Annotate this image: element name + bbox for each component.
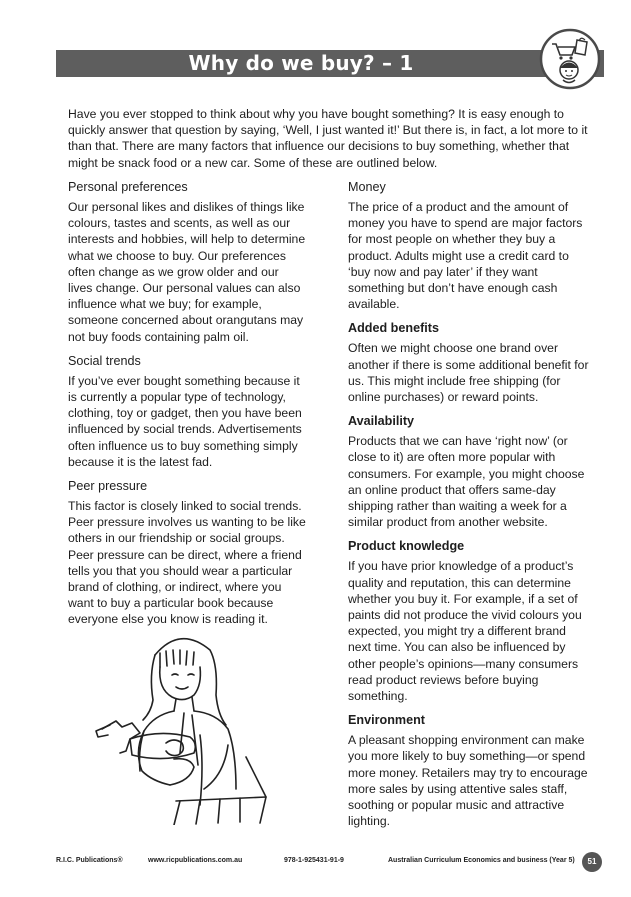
left-column	[68, 178, 306, 635]
section-environment	[348, 711, 590, 829]
section-added-benefits	[348, 319, 590, 405]
section-heading: Social trends	[68, 353, 141, 368]
footer-series: Australian Curriculum Economics and business (Year 5)	[388, 857, 575, 864]
section-text: If you have prior knowledge of a product’s quality and reputation, this can determine whether you buy it. For example, if a set of paints did not produce the vivid colours you expected, you might try a different brand next time. You can also be influenced by other people’s opinions—many consumers read product reviews before buying something.	[348, 559, 582, 704]
page-title: Why do we buy? – 1	[188, 51, 414, 75]
girl-holding-spray-bottle-illustration	[80, 625, 285, 825]
section-text: The price of a product and the amount of money you have to spend are major factors for most people on whether they buy a product. Adults might use a credit card to ‘buy now and pay later’ if they want something but don’t have enough cash available.	[348, 200, 583, 312]
section-social-trends	[68, 352, 306, 470]
section-text: If you’ve ever bought something because it is currently a popular type of technology, clothing, toy or gadget, then you have been influenced by social trends. Advertisements often influence us to buy something simply because it is the latest fad.	[68, 373, 302, 469]
section-money	[348, 178, 590, 312]
section-heading: Environment	[348, 713, 425, 728]
section-text: Our personal likes and dislikes of things like colours, tastes and scents, as well as our interests and hobbies, will help to determine what we choose to buy. Our preferences often change as we grow older and our lives change. Our personal values can also influence what we buy; for example, someone concerned about orangutans may not buy foods containing palm oil.	[68, 200, 306, 344]
section-heading: Money	[348, 180, 386, 194]
section-heading: Personal preferences	[68, 180, 188, 194]
shopping-cart-emblem-icon	[539, 28, 601, 90]
footer-website: www.ricpublications.com.au	[148, 857, 243, 864]
section-peer-pressure	[68, 477, 306, 628]
section-availability	[348, 412, 590, 530]
section-text: Often we might choose one brand over another if there is some additional benefit for us. This might include free shipping (for online purchases) or reward points.	[348, 341, 589, 405]
section-heading: Peer pressure	[68, 479, 148, 494]
section-heading: Product knowledge	[348, 539, 465, 554]
section-product-knowledge	[348, 537, 590, 704]
section-text: Products that we can have ‘right now’ (or close to it) are often more popular with consumers. For example, you might choose an online product that offers same-day shipping rather than waiting a week for a similar product from another website.	[348, 434, 585, 530]
section-heading: Availability	[348, 414, 415, 429]
intro-paragraph: Have you ever stopped to think about why you have bought something? It is easy enough to quickly answer that question by saying, ‘Well, I just wanted it!’ But there is, in fact, a lot more to it than that. There are many factors that influence our decisions to buy something, whether that might be snack food or a new car. Some of these are outlined below.	[68, 107, 588, 170]
section-text: A pleasant shopping environment can make you more likely to buy something—or spend more money. Retailers may try to encourage more sales by using attentive sales staff, soothing or popular music and attractive lighting.	[348, 733, 588, 829]
footer-isbn: 978-1-925431-91-9	[284, 857, 344, 864]
section-personal-preferences	[68, 178, 306, 345]
page-footer	[56, 852, 602, 872]
section-text: This factor is closely linked to social trends. Peer pressure involves us wanting to be like others in our friendship or social groups. Peer pressure can be direct, where a friend tells you that you should wear a particular brand of clothing, or indirect, where you want to buy a particular book because everyone else you know is reading it.	[68, 499, 306, 627]
footer-publisher: R.I.C. Publications®	[56, 857, 123, 864]
right-column	[348, 178, 590, 837]
section-heading: Added benefits	[348, 321, 439, 336]
page-number-badge: 51	[582, 852, 602, 872]
